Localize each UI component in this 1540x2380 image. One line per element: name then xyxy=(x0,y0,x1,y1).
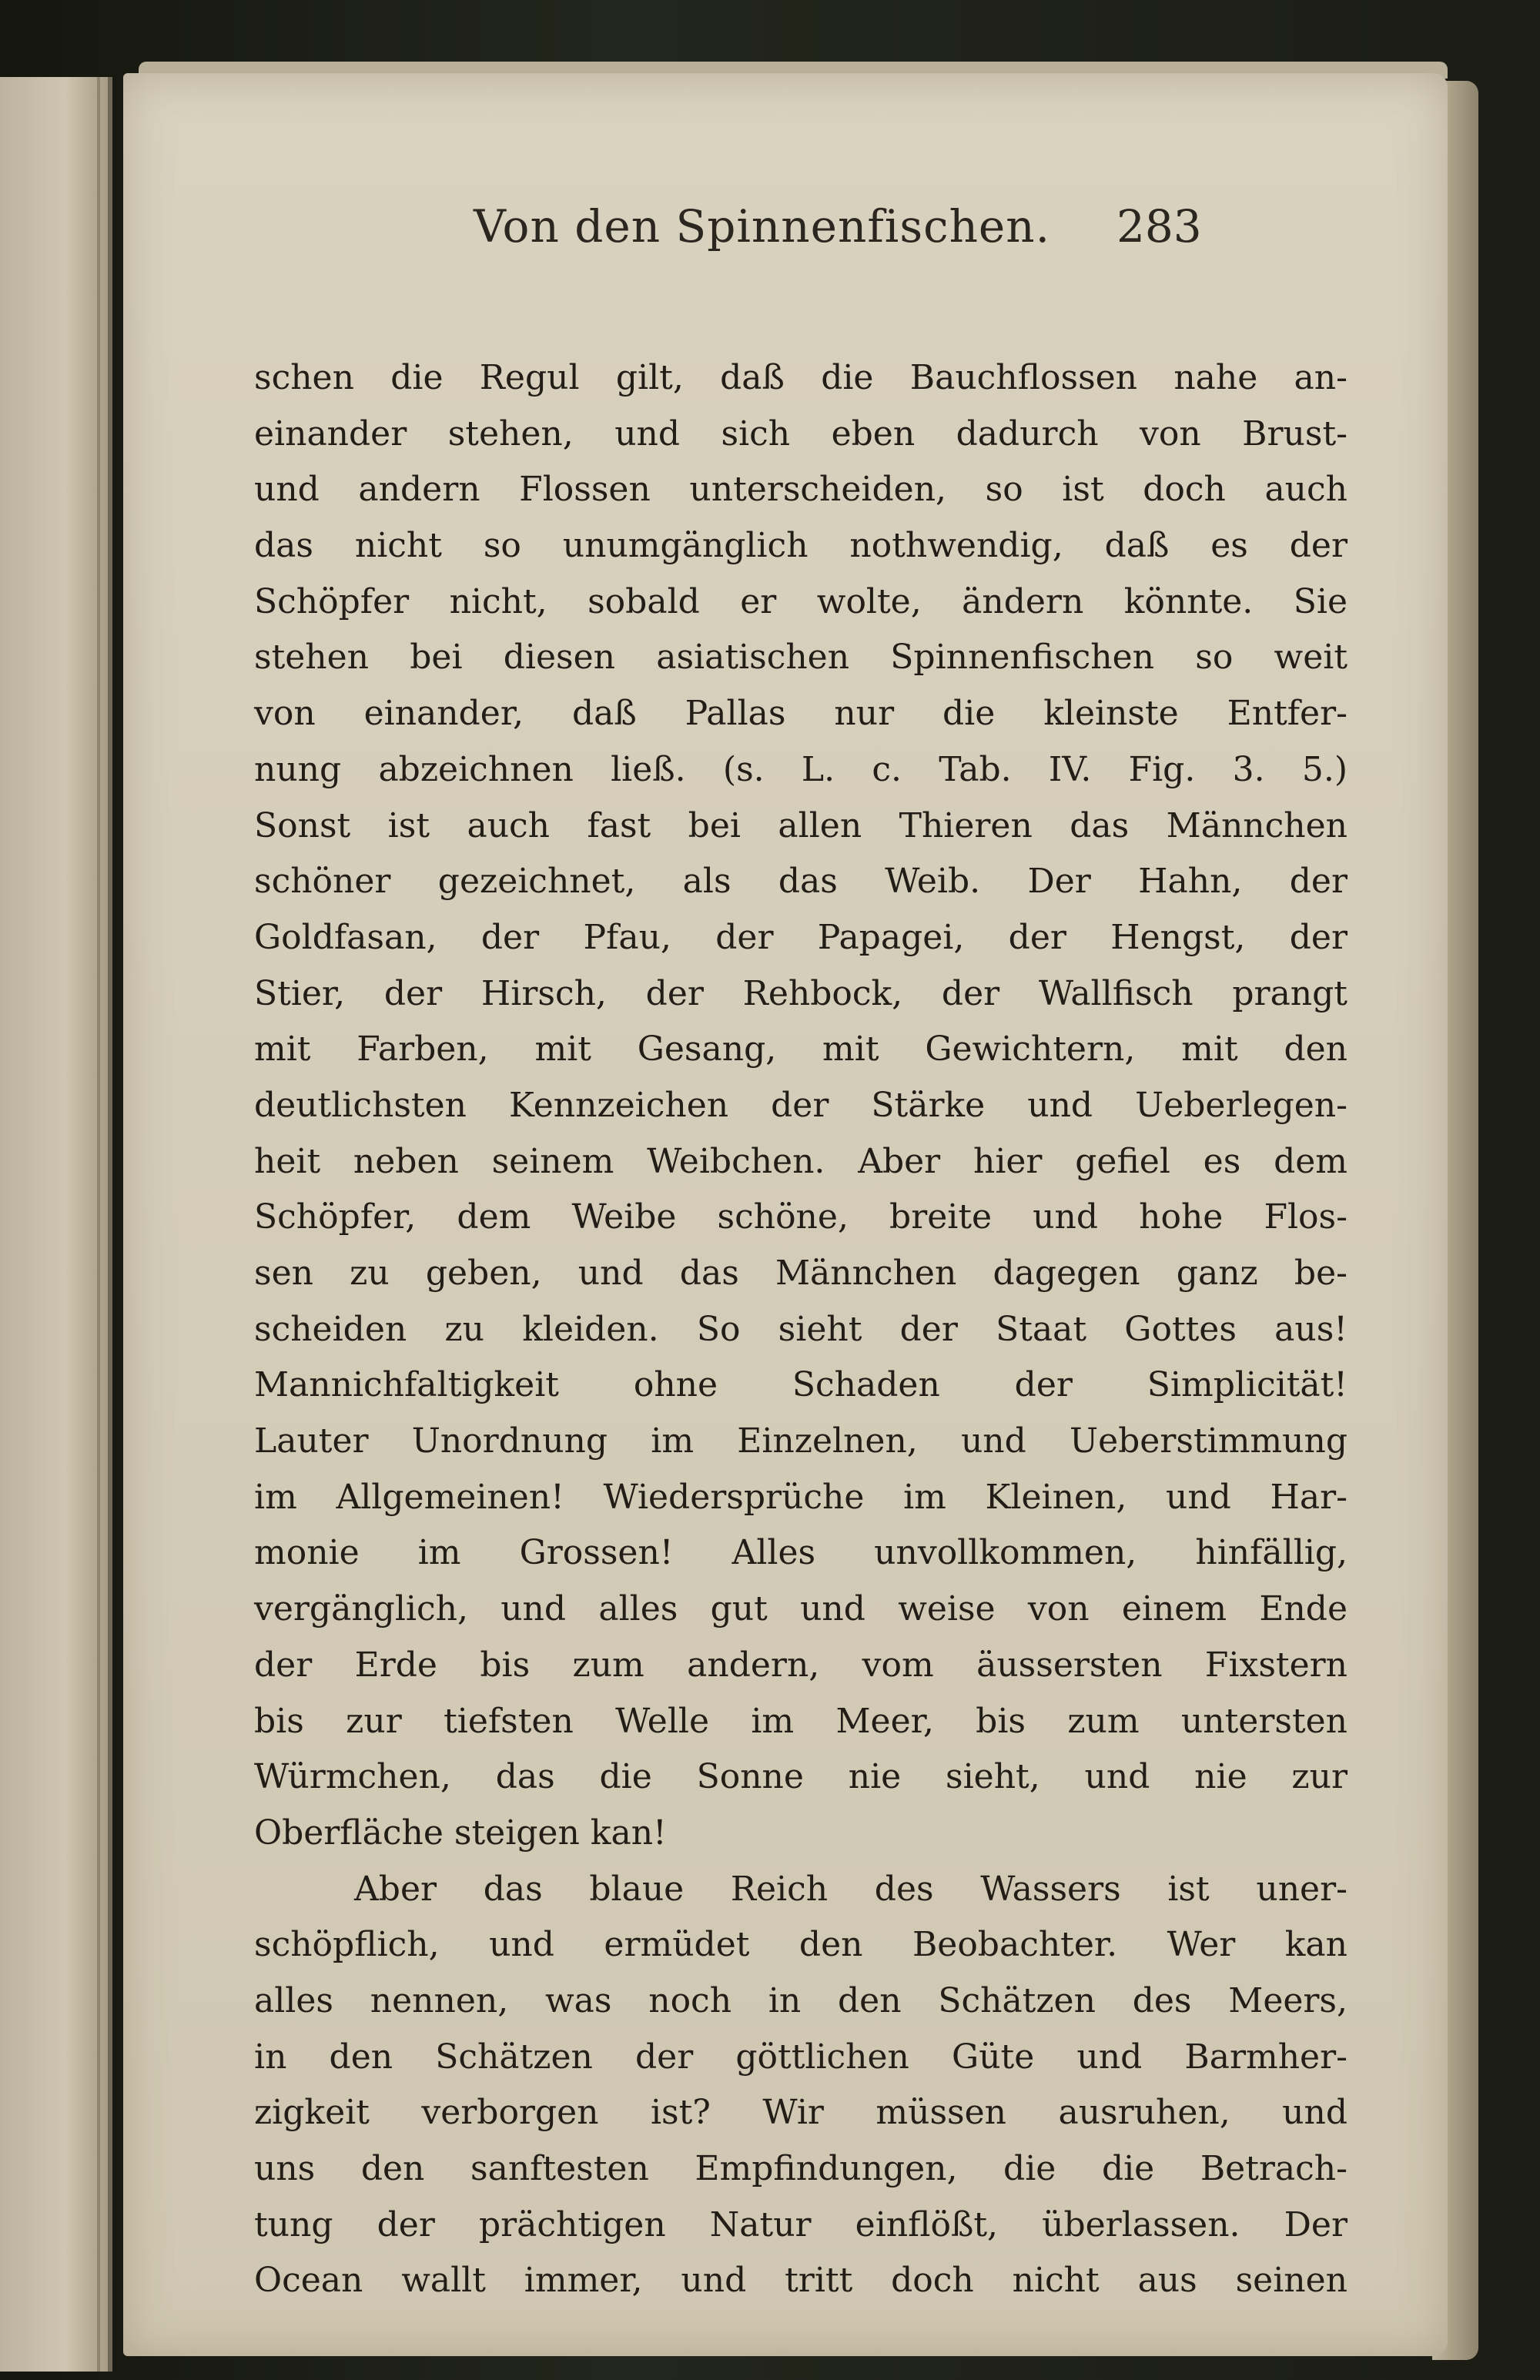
text-line: zigkeit verborgen ist? Wir müssen ausruhen, und xyxy=(254,2093,1348,2133)
text-line: stehen bei diesen asiatischen Spinnenfischen so weit xyxy=(254,638,1348,678)
text-line: Aber das blaue Reich des Wassers ist uner- xyxy=(354,1869,1348,1909)
text-line: von einander, daß Pallas nur die kleinste Entfer- xyxy=(254,694,1348,734)
text-line: einander stehen, und sich eben dadurch von Brust- xyxy=(254,413,1348,454)
page-number: 283 xyxy=(1116,200,1202,253)
text-line: Lauter Unordnung im Einzelnen, und Ueberstimmung xyxy=(254,1421,1348,1461)
text-line: Würmchen, das die Sonne nie sieht, und nie zur xyxy=(254,1757,1348,1797)
text-line: der Erde bis zum andern, vom äussersten Fixstern xyxy=(254,1645,1348,1685)
text-line: Schöpfer nicht, sobald er wolte, ändern könnte. Sie xyxy=(254,581,1348,621)
text-line: Ocean wallt immer, und tritt doch nicht aus seinen xyxy=(254,2261,1348,2301)
text-line: tung der prächtigen Natur einflößt, überlassen. Der xyxy=(254,2204,1348,2244)
text-line: das nicht so unumgänglich nothwendig, daß es der xyxy=(254,526,1348,566)
text-line: vergänglich, und alles gut und weise von einem Ende xyxy=(254,1589,1348,1629)
text-line: schöpflich, und ermüdet den Beobachter. Wer kan xyxy=(254,1925,1348,1965)
text-line: Sonst ist auch fast bei allen Thieren das Männchen xyxy=(254,805,1348,845)
text-line: heit neben seinem Weibchen. Aber hier gefiel es dem xyxy=(254,1141,1348,1181)
text-line: uns den sanftesten Empfindungen, die die Betrach- xyxy=(254,2149,1348,2188)
running-title: Von den Spinnenfischen. xyxy=(474,200,1051,253)
text-line: und andern Flossen unterscheiden, so ist doch auch xyxy=(254,470,1348,510)
text-line: Mannichfaltigkeit ohne Schaden der Simplicität! xyxy=(254,1365,1348,1405)
text-line: sen zu geben, und das Männchen dagegen ganz be- xyxy=(254,1254,1348,1293)
text-line: nung abzeichnen ließ. (s. L. c. Tab. IV. Fig. 3. 5.) xyxy=(254,749,1348,789)
text-line: Goldfasan, der Pfau, der Papagei, der Hengst, der xyxy=(254,917,1348,957)
page-header xyxy=(123,192,1448,269)
text-line: mit Farben, mit Gesang, mit Gewichtern, mit den xyxy=(254,1029,1348,1069)
text-line: Oberfläche steigen kan! xyxy=(254,1813,667,1853)
book-page xyxy=(123,73,1448,2356)
text-line: alles nennen, was noch in den Schätzen des Meers, xyxy=(254,1980,1348,2020)
text-line: monie im Grossen! Alles unvollkommen, hinfällig, xyxy=(254,1533,1348,1573)
text-line: im Allgemeinen! Wiedersprüche im Kleinen, und Har- xyxy=(254,1477,1348,1517)
text-line: schöner gezeichnet, als das Weib. Der Hahn, der xyxy=(254,862,1348,902)
text-line: Schöpfer, dem Weibe schöne, breite und hohe Flos- xyxy=(254,1197,1348,1237)
body-text xyxy=(254,350,1348,2309)
text-line: Stier, der Hirsch, der Rehbock, der Wallfisch prangt xyxy=(254,973,1348,1013)
text-line: bis zur tiefsten Welle im Meer, bis zum untersten xyxy=(254,1701,1348,1741)
text-line: in den Schätzen der göttlichen Güte und Barmher- xyxy=(254,2037,1348,2077)
left-page-edge xyxy=(0,77,112,2372)
text-line: deutlichsten Kennzeichen der Stärke und Ueberlegen- xyxy=(254,1085,1348,1125)
text-line: scheiden zu kleiden. So sieht der Staat Gottes aus! xyxy=(254,1309,1348,1349)
text-line: schen die Regul gilt, daß die Bauchflossen nahe an- xyxy=(254,358,1348,397)
